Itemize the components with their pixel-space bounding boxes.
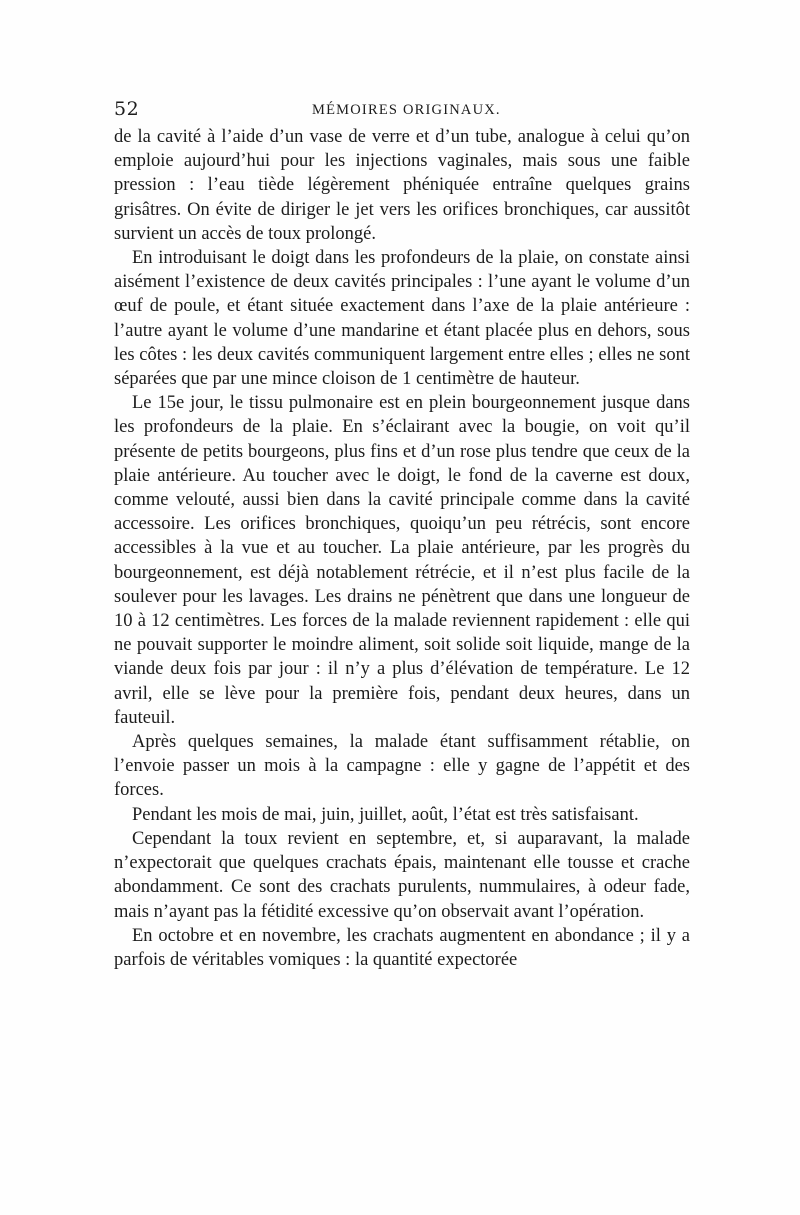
paragraph: Le 15e jour, le tissu pulmonaire est en plein bourgeonnement jusque dans les profondeurs de la plaie. En s’éclairant avec la bougie, on voit qu’il présente de petits bourgeons, plus fins et d’un rose plus tendre que ceux de la plaie antérieure. Au toucher avec le doigt, le fond de la caverne est doux, comme velouté, aussi bien dans la cavité principale comme dans la cavité accessoire. Les orifices bronchiques, quoiqu’un peu rétrécis, sont encore accessibles à la vue et au toucher. La plaie antérieure, par les progrès du bourgeonnement, est déjà notablement rétrécie, et il n’est plus facile de la soulever pour les lavages. Les drains ne pénètrent que dans une longueur de 10 à 12 centimètres. Les forces de la malade reviennent rapidement : elle qui ne pouvait supporter le moindre aliment, soit solide soit liquide, mange de la viande deux fois par jour : il n’y a plus d’élévation de température. Le 12 avril, elle se lève pour la première fois, pendant deux heures, dans un fauteuil. (114, 393, 690, 728)
running-title: MÉMOIRES ORIGINAUX. (312, 102, 501, 118)
paragraph: Pendant les mois de mai, juin, juillet, août, l’état est très satisfaisant. (132, 804, 639, 825)
paragraph: de la cavité à l’aide d’un vase de verre et d’un tube, analogue à celui qu’on emploie aujourd’hui pour les injections vaginales, mais sous une faible pression : l’eau tiède légèrement phéniquée entraîne quelques grains grisâtres. On évite de diriger le jet vers les orifices bronchiques, car aussitôt survient un accès de toux prolongé. (114, 127, 690, 244)
paragraph: En introduisant le doigt dans les profondeurs de la plaie, on constate ainsi aisément l’existence de deux cavités principales : l’une ayant le volume d’un œuf de poule, et étant située exactement dans l’axe de la plaie antérieure : l’autre ayant le volume d’une mandarine et étant placée plus en dehors, sous les côtes : les deux cavités communiquent largement entre elles ; elles ne sont séparées que par une mince cloison de 1 centimètre de hauteur. (114, 248, 690, 390)
paragraph: En octobre et en novembre, les crachats augmentent en abondance ; il y a parfois de véritables vomiques : la quantité expectorée (114, 925, 690, 970)
running-header (114, 98, 690, 126)
body-text (114, 125, 690, 972)
page-number: 52 (114, 98, 140, 120)
paragraph: Après quelques semaines, la malade étant suffisamment rétablie, on l’envoie passer un mois à la campagne : elle y gagne de l’appétit et des forces. (114, 732, 690, 801)
paragraph: Cependant la toux revient en septembre, et, si auparavant, la malade n’expectorait que quelques crachats épais, maintenant elle tousse et crache abondamment. Ce sont des crachats purulents, nummulaires, à odeur fade, mais n’ayant pas la fétidité excessive qu’on observait avant l’opération. (114, 828, 690, 922)
